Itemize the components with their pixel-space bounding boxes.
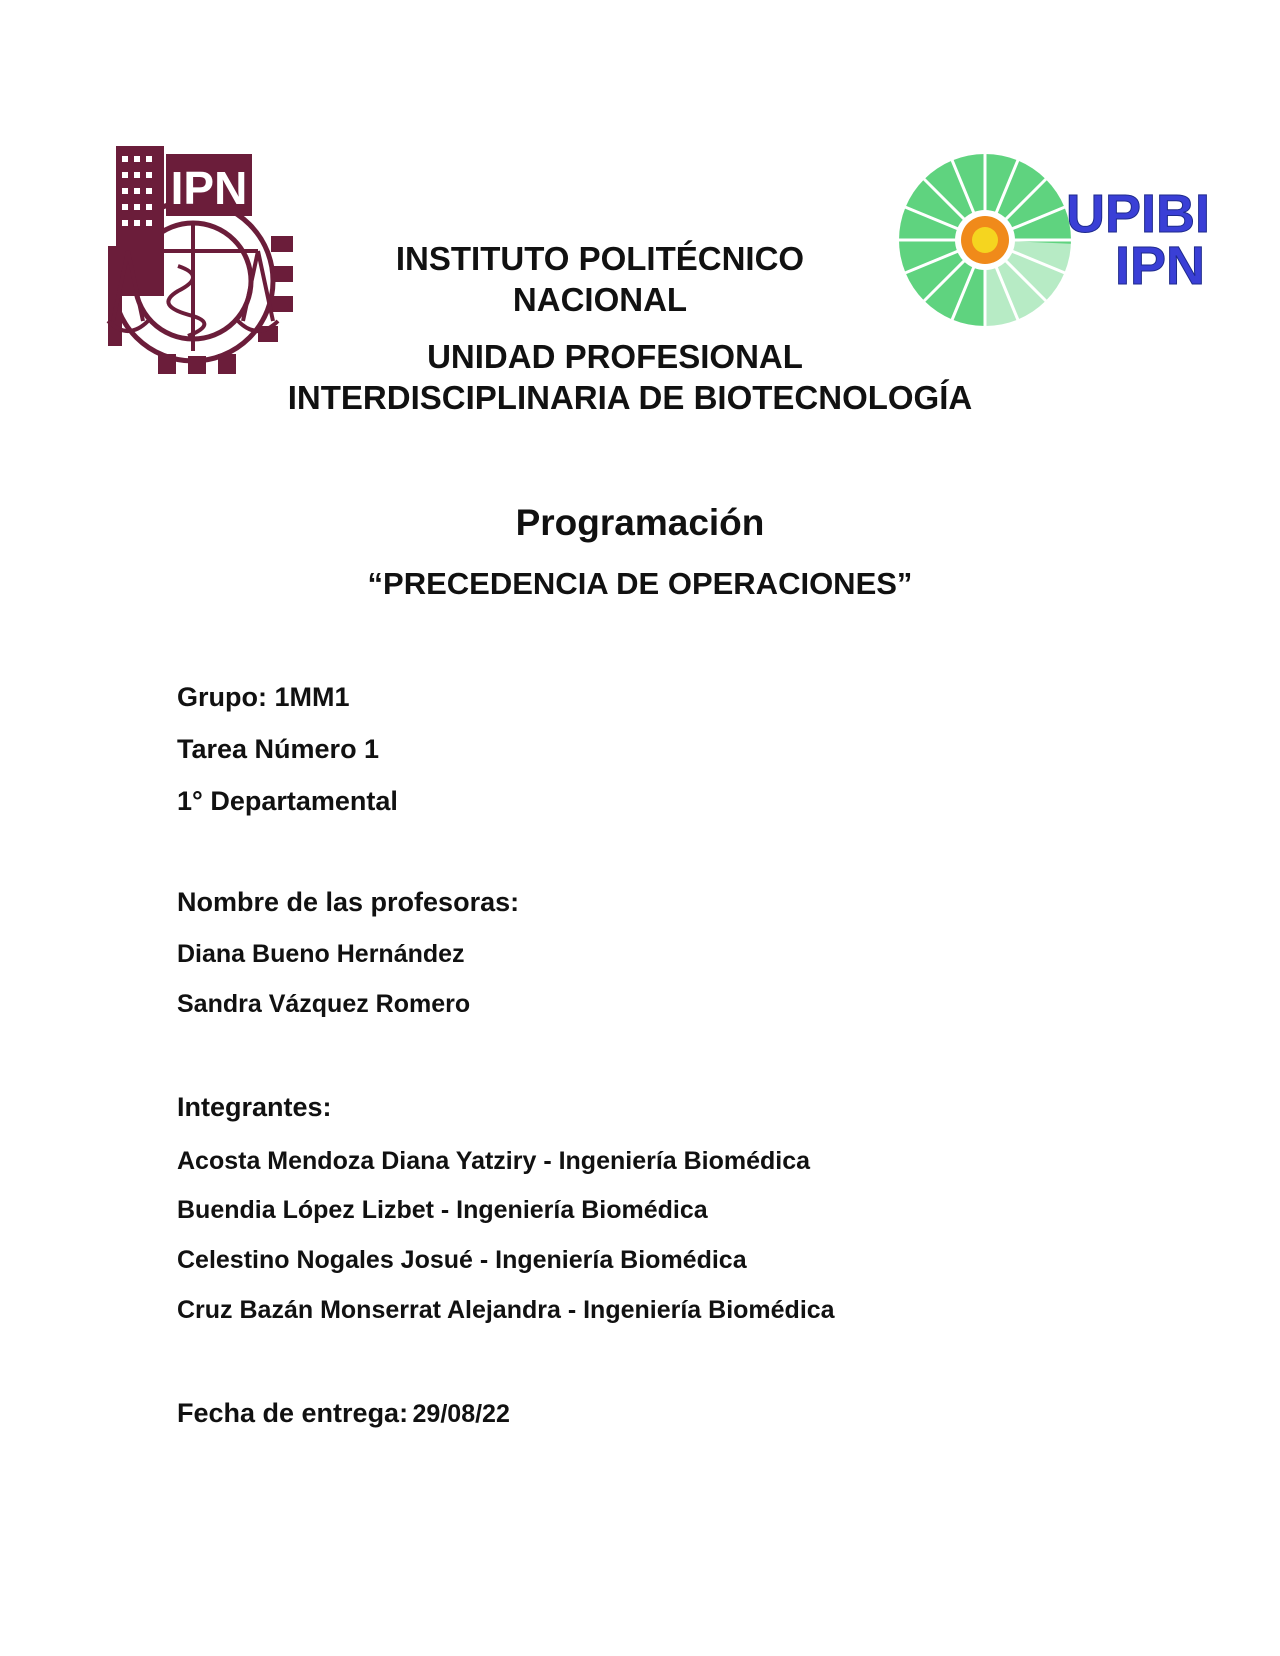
svg-text:IPN: IPN [1114,236,1206,296]
partial-text: 1° Departamental [177,786,398,816]
topic-title: “PRECEDENCIA DE OPERACIONES” [367,566,913,601]
svg-text:UPIBI: UPIBI [1065,184,1210,244]
delivery-label: Fecha de entrega: [177,1398,409,1428]
teachers-label: Nombre de las profesoras: [177,887,520,917]
svg-text:IPN: IPN [170,162,248,214]
institute-name [340,238,860,320]
institute-line-1: INSTITUTO POLITÉCNICO [395,240,805,277]
group-text: Grupo: 1MM1 [177,682,350,712]
member-name: Buendia López Lizbet - Ingeniería Biomédica [177,1196,708,1224]
members-label: Integrantes: [177,1092,332,1122]
delivery-value: 29/08/22 [412,1400,510,1428]
upibi-logo [890,150,1210,350]
member-name: Cruz Bazán Monserrat Alejandra - Ingeniería Biomédica [177,1296,835,1324]
teacher-name: Sandra Vázquez Romero [177,990,471,1018]
task-text: Tarea Número 1 [177,734,380,764]
subject-title: Programación [515,502,765,543]
unit-line-2: INTERDISCIPLINARIA DE BIOTECNOLOGÍA [287,379,973,416]
member-name: Acosta Mendoza Diana Yatziry - Ingeniería Biomédica [177,1147,811,1175]
teacher-name: Diana Bueno Hernández [177,940,465,968]
unit-line-1: UNIDAD PROFESIONAL [427,338,803,375]
delivery-date [177,1398,510,1429]
member-name: Celestino Nogales Josué - Ingeniería Biomédica [177,1246,747,1274]
institute-line-2: NACIONAL [512,281,688,318]
unit-name [250,336,1010,418]
